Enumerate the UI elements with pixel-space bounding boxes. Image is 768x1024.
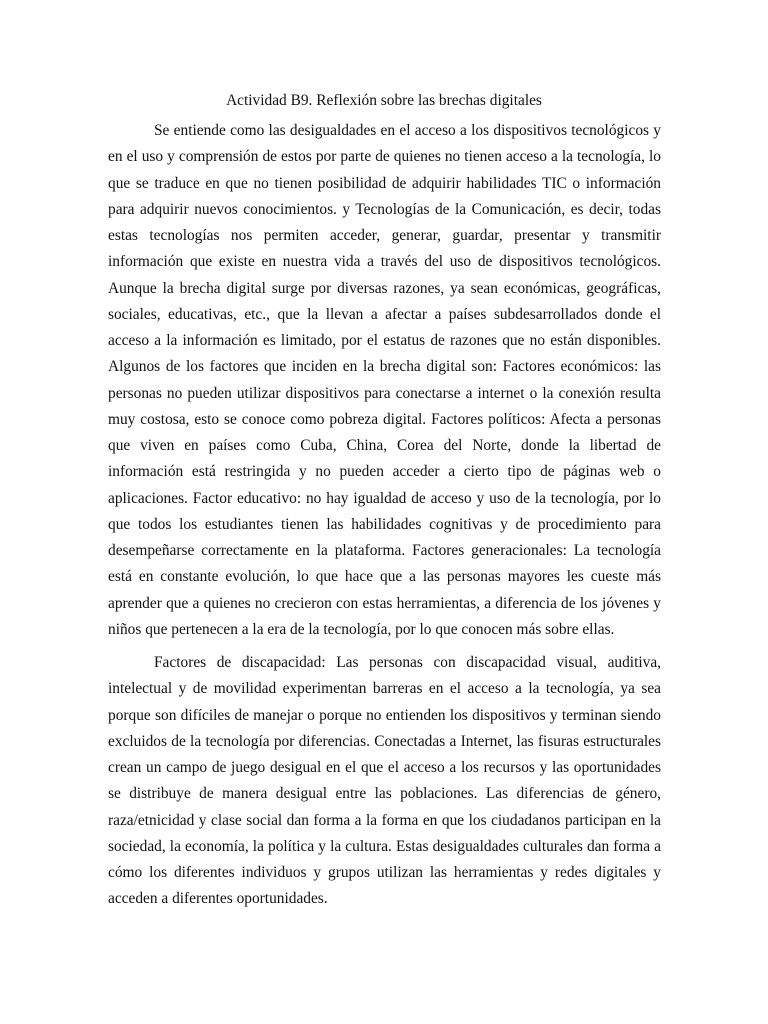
- document-title: Actividad B9. Reflexión sobre las brechas digitales: [226, 92, 542, 109]
- document-body: [108, 118, 661, 913]
- paragraph-2: Factores de discapacidad: Las personas con discapacidad visual, auditiva, intelectual y de movilidad experimentan barreras en el acceso a la tecnología, ya sea porque son difíciles de manejar o porque no entienden los dispositivos y terminan siendo excluidos de la tecnología por diferencias. Conectadas a Internet, las fisuras estructurales crean un campo de juego desigual en el que el acceso a los recursos y las oportunidades se distribuye de manera desigual entre las poblaciones. Las diferencias de género, raza/etnicidad y clase social dan forma a la forma en que los ciudadanos participan en la sociedad, la economía, la política y la cultura. Estas desigualdades culturales dan forma a cómo los diferentes individuos y grupos utilizan las herramientas y redes digitales y acceden a diferentes oportunidades.: [108, 654, 661, 908]
- paragraph-1: Se entiende como las desigualdades en el acceso a los dispositivos tecnológicos y en el uso y comprensión de estos por parte de quienes no tienen acceso a la tecnología, lo que se traduce en que no tienen posibilidad de adquirir habilidades TIC o información para adquirir nuevos conocimientos. y Tecnologías de la Comunicación, es decir, todas estas tecnologías nos permiten acceder, generar, guardar, presentar y transmitir información que existe en nuestra vida a través del uso de dispositivos tecnológicos. Aunque la brecha digital surge por diversas razones, ya sean económicas, geográficas, sociales, educativas, etc., que la llevan a afectar a países subdesarrollados donde el acceso a la información es limitado, por el estatus de razones que no están disponibles. Algunos de los factores que inciden en la brecha digital son: Factores económicos: las personas no pueden utilizar dispositivos para conectarse a internet o la conexión resulta muy costosa, esto se conoce como pobreza digital. Factores políticos: Afecta a personas que viven en países como Cuba, China, Corea del Norte, donde la libertad de información está restringida y no pueden acceder a cierto tipo de páginas web o aplicaciones. Factor educativo: no hay igualdad de acceso y uso de la tecnología, por lo que todos los estudiantes tienen las habilidades cognitivas y de procedimiento para desempeñarse correctamente en la plataforma. Factores generacionales: La tecnología está en constante evolución, lo que hace que a las personas mayores les cueste más aprender que a quienes no crecieron con estas herramientas, a diferencia de los jóvenes y niños que pertenecen a la era de la tecnología, por lo que conocen más sobre ellas.: [108, 122, 661, 638]
